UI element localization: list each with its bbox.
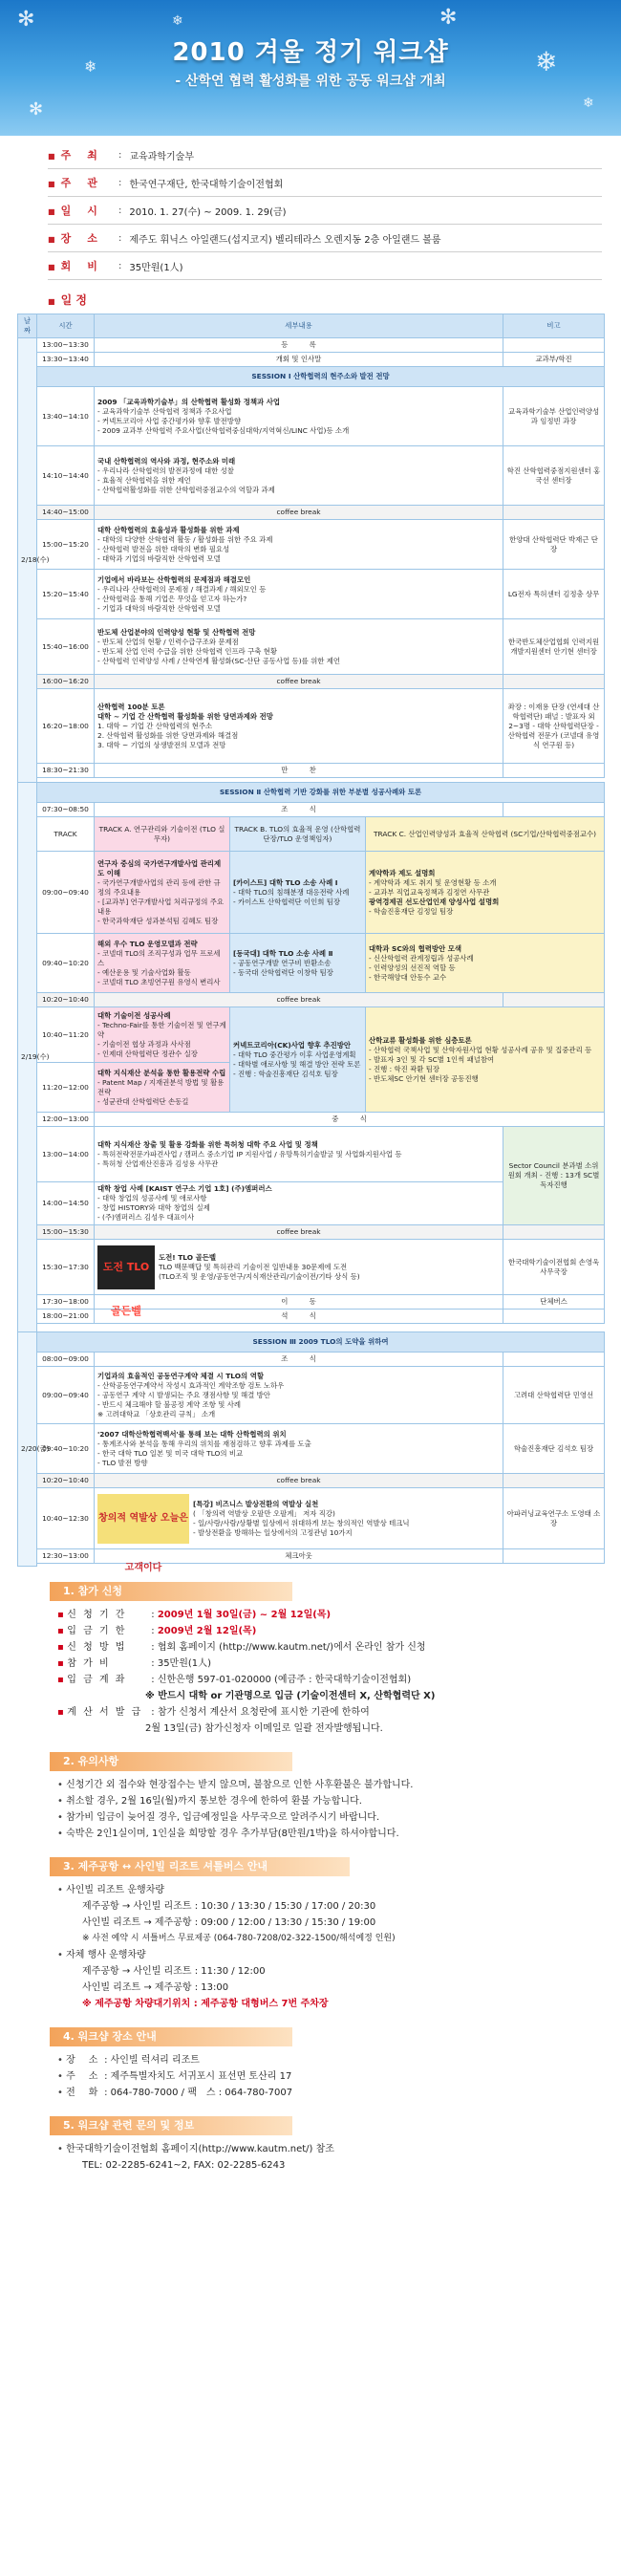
section-venue: • 장 소 : 사인빌 럭셔리 리조트 • 주 소 : 제주특별자치도 서귀포시 표선면 토산리 17 • 전 화 : 064-780-7000 / 팩 스 : 064-780-7007 (57, 2052, 602, 2101)
coffee-break: coffee break (95, 675, 503, 689)
info-key: ■ 일 시 (48, 203, 118, 218)
page-subtitle: - 산학연 협력 활성화를 위한 공동 워크샵 개최 (175, 74, 446, 89)
table-row: 15:00~15:20 대학 산학협력의 효율성과 활성화를 위한 과제 - 대학의 다양한 산학협력 활동 / 활성화를 위한 주요 과제 - 산학협력 발전을 위한 대학의 변화 필요성 - 대학과 기업의 바람직한 산학협력 모델 한양대 산학협력단 박재근 단장 (18, 520, 605, 570)
info-organizer: ■ 주 관 : 한국연구재단, 한국대학기술이전협회 (48, 169, 602, 197)
table-row: 13:30~13:40 개회 및 인사말 교과부/학진 (18, 353, 605, 367)
snowflake-icon: ✻ (29, 99, 44, 119)
session-header: SESSION Ⅲ 2009 TLO의 도약을 위하여 (37, 1332, 605, 1353)
snowflake-icon: ✻ (17, 8, 35, 32)
snowflake-icon: ❄ (84, 57, 97, 76)
coffee-break: coffee break (95, 506, 503, 520)
info-date: ■ 일 시 : 2010. 1. 27(수) ~ 2009. 1. 29(금) (48, 197, 602, 225)
golden-bell-banner: 도전 TLO 골든벨 (97, 1245, 155, 1289)
info-value: 교육과학기술부 (129, 151, 194, 162)
info-key: ■ 주 최 (48, 147, 118, 162)
section-shuttle: • 사인빌 리조트 운행차량 제주공항 → 사인빌 리조트 : 10:30 / 13:30 / 15:30 / 17:00 / 20:30 사인빌 리조트 → 제주공항 : 09:00 / 12:00 / 13:30 / 15:30 / 19:00 ※ 사전 예약 시 셔틀버스 무료제공 (064-780-7208/02-322-1500/해석예정 인원) • 자체 행사 운행차량 제주공항 → 사인빌 리조트 : 11:30 / 12:00 사인빌 리조트 → 제주공항 : 13:00 ※ 제주공항 차량대기위치 : 제주공항 대형버스 7번 주차장 (57, 1882, 602, 2012)
section-contact: • 한국대학기술이전협회 홈페이지(http://www.kautm.net/) 참조 TEL: 02-2285-6241~2, FAX: 02-2285-6243 (57, 2141, 602, 2193)
section-shuttle-heading: 3. 제주공항 ↔ 사인빌 리조트 셔틀버스 안내 (50, 1857, 350, 1876)
coffee-break: coffee break (95, 1225, 503, 1240)
session-header: SESSION Ⅱ 산학협력 기반 강화를 위한 부분별 성공사례와 토론 (37, 783, 605, 803)
column-header: 세부내용 (95, 314, 503, 338)
schedule-table: 날짜 시간 세부내용 비고 2/18(수) 13:00~13:30 등 록 13:30~13:40 개회 및 인사말 교과부/학진 SESSION Ⅰ 산학협력의 현주소와 발전 전망 13:40~14:10 2009 「교육과학기술부」의 산학협력 활성화 정책과 사업 - 교육과학기술부 산학협력 정책과 주요사업 - 커넥트코리아 사업 중간평가와 향후 발전방향 - 2009 교과부 산학협력 주요사업(산학협력중심대학/지역혁신/LINC 사업)등 소개 교육과학기술부 산업인력양성과 임정빈 과장 14:10~14:40 국내 산학협력의 역사와 과정, 현주소와 미래 - 우리나라 산학협력의 발전과정에 대한 성찰 - 효율적 산학협력을 위한 제언 - 산학협력활성화를 위한 산학협력중점교수의 역할과 과제 학진 산학협력중점지원센터 홍국선 센터장 14:40~15:00 coffee break 15:00~15:20 대학 산학협력의 효율성과 활성화를 위한 과제 - 대학의 다양한 산학협력 활동 / 활성화를 위한 주요 과제 - 산학협력 발전을 위한 대학의 변화 필요성 - 대학과 기업의 바람직한 산학협력 모델 한양대 산학협력단 박재근 단장 15:20~15:40 기업에서 바라보는 산학협력의 문제점과 해결모인 - 우리나라 산학협력의 문제점 / 해결과제 / 해외모인 등 - 산학협력을 통해 기업은 무엇을 얻고자 하는가? - 기업과 대학의 바람직한 산학협력 모델 LG전자 특허센터 김정충 상무 15:40~16:00 반도체 산업분야의 인력양성 현황 및 산학협력 전망 - 반도체 산업의 현황 / 인력수급구조와 문제점 - 반도체 산업 인력 수급을 위한 산학협력 인프라 구축 현황 - 산학협력 인력양성 사례 / 산학연계 활성화(SC-산단 공동사업 등)를 위한 제언 한국반도체산업협회 인력지원개발지원센터 안기현 센터장 16:00~16:20 coffee break 16:20~18:00 산학협력 100분 토론 대학 ~ 기업 간 산학협력 활성화를 위한 당면과제와 전망 1. 대학 ~ 기업 간 산학협력의 현주소 2. 산학협력 활성화를 위한 당면과제와 해결점 3. 대학 ~ 기업의 상생발전의 모델과 전망 좌장 : 이재용 단장 (연세대 산학협력단) 패널 : 발표자 외 2~3명 - 대학 산학협력단장 - 산학협력 전문가 (코넬대 유영식 연구원 등) 18:30~21:30 만 찬 2/19(수) SESSION Ⅱ 산학협력 기반 강화를 위한 부분별 성공사례와 토론 07:30~08:50 조 식 TRACK TRACK A. 연구관리와 기술이전 (TLO 실무자) TRACK B. TLO의 효율적 운영 (산학협력단장/TLO 운영책임자) TRACK C. 산업인력양성과 효율적 산학협력 (SC기업/산학협력중점교수) 09:00~09:40 연구자 중심의 국가연구개발사업 관리제도 이해 - 국가연구개발사업의 관리 등에 관한 규정의 주요내용 - [교과부] 연구개발사업 처리규정의 주요내용 - 한국과학재단 성과분석팀 김혜도 팀장 [카이스트] 대학 TLO 소송 사례 Ⅰ - 대학 TLO의 침해분쟁 대응전략 사례 - 카이스트 산학협력단 이인희 팀장 계약학과 제도 설명회 - 계약학과 제도 취지 및 운영현황 등 소개 - 교과부 직업교육정책과 김정연 사무관 광역경제권 선도산업인재 양성사업 설명회 - 학술진흥재단 김정일 팀장 09:40~10:20 해외 우수 TLO 운영모델과 전략 - 코넬대 TLO의 조직구성과 업무 프로세스 - 예산운용 및 기술사업화 활동 - 코넬대 TLO 초빙연구원 유영식 변리사 [동국대] 대학 TLO 소송 사례 Ⅱ - 공동연구개발 연구비 반환소송 - 동국대 산학협력단 이창학 팀장 대학과 SC와의 협력방안 모색 - 신산학협력 관계정립과 성공사례 - 인력양성의 선진적 역할 등 - 한국해양대 안동수 교수 10:20~10:40 coffee break 10:40~11:20 대학 기술이전 성공사례 - Techno-Fair를 통한 기술이전 및 연구계약 - 기술이전 협상 과정과 사사점 - 인제대 산학협력단 정관수 실장 커넥트코리아(CK)사업 향후 추진방안 - 대학 TLO 중간평가 이후 사업운영계획 - 대학별 애로사항 및 해결 방안 전략 토론 - 진행 : 학술진흥재단 김석호 팀장 산학교류 활성화를 위한 심층토론 - 산학협력 국책사업 및 산학자원사업 현황 성공사례 공유 및 집중관리 등 - 발표자 3인 및 각 SC별 1인씩 패널참여 - 진행 : 학진 곽환 팀장 - 반도체SC 안기현 센터장 공동진행 11:20~12:00 대학 지식재산 분석을 통한 활용전략 수립 - Patent Map / 지재권분석 방법 및 활용전략 - 성균관대 산학협력단 손동길 12:00~13:00 중 식 13:00~14:00 대학 지식재산 창출 및 활용 강화를 위한 특허청 대학 주요 사업 및 정책 - 특허전략전문가파견사업 / 캠퍼스 중소기업 IP 지원사업 / 유망특허기술발굴 및 사업화지원사업 등 - 특허청 산업재산진흥과 김성용 사무관 Sector Council 분과별 소위원회 개최 - 진행 : 13개 SC별 독자진행 14:00~14:50 대학 창업 사례 [KAIST 연구소 기업 1호] (주)엠퍼러스 - 대학 창업의 성공사례 및 애로사항 - 창업 HISTORY와 대학 창업의 실제 - (주)엠퍼러스 김성우 대표이사 15:00~15:30 coffee break 15:30~17:30 도전 TLO 골든벨 도전! TLO 골든벨 TLO 백문백답 및 특허관리 기술이전 일반내용 30문제에 도전 (TLO조직 및 운영/공동연구/지식재산관리/기술이전/기타 상식 등) 한국대학기술이전협회 손영욱 사무국장 17:30~18:00 이 동 단체버스 18:00~21:00 석 식 2/20(금) SESSION Ⅲ 2009 TLO의 도약을 위하여 08:00~09:00 조 식 09:00~09:40 기업과의 효율적인 공동연구계약 체결 시 TLO의 역할 - 산학공동연구계약서 작성시 효과적인 계약조항 검토 노하우 - 공동연구 계약 시 발생되는 주요 쟁점사항 및 해결 방안 - 반드시 체크해야 할 불공정 계약 조항 및 사례 ※ 고려대학교 「상호관리 규칙」 소개 고려대 산학협력단 민영선 09:40~10:20 '2007 대학산학협력백서'를 통해 보는 대학 산학협력의 위치 - 통계조사와 분석을 통해 우리의 위치를 재점검하고 향후 과제를 도출 - 한국 대학 TLO 일본 및 미국 대학 TLO의 비교 - TLO 발전 방향 학술진흥재단 김석호 팀장 10:20~10:40 coffee break 10:40~12:30 창의적 역발상 오늘은 고객이다 [특강] 비즈니스 발상전환의 역발상 실천 ( 「창의력 역발상 오팔만 오팔계」 저자 직강) - 일/사랑/사람/상황별 일상에서 위대하게 보는 창의적인 역발상 테크닉 - 발상전환을 방해하는 일상에서의 고정관념 10가지 아파러닝교육연구소 도영태 소장 12:30~13:00 체크아웃 (17, 314, 605, 1567)
table-row: 15:20~15:40 기업에서 바라보는 산학협력의 문제점과 해결모인 - 우리나라 산학협력의 문제점 / 해결과제 / 해외모인 등 - 산학협력을 통해 기업은 무엇을 얻고자 하는가? - 기업과 대학의 바람직한 산학협력 모델 LG전자 특허센터 김정충 상무 (18, 570, 605, 619)
coffee-break: coffee break (95, 993, 503, 1007)
snowflake-icon: ✻ (439, 6, 458, 30)
day-cell: 2/20(금) (18, 1332, 37, 1567)
info-value: 제주도 휘닉스 아일랜드(섭지코지) 벨리테라스 오렌지동 2층 아일랜드 볼룸 (129, 234, 441, 246)
info-venue: ■ 장 소 : 제주도 휘닉스 아일랜드(섭지코지) 벨리테라스 오렌지동 2층 아일랜드 볼룸 (48, 225, 602, 252)
page-title: 2010 겨울 정기 워크샵 (172, 38, 449, 67)
lecture-book-banner: 창의적 역발상 오늘은 고객이다 (97, 1494, 189, 1544)
schedule-heading: ■ 일 정 (48, 293, 87, 307)
column-header: 날짜 (18, 314, 37, 338)
snowflake-icon: ❄ (535, 46, 558, 77)
coffee-break: coffee break (95, 1474, 503, 1488)
info-fee: ■ 회 비 : 35만원(1人) (48, 252, 602, 280)
table-row: 16:20~18:00 산학협력 100분 토론 대학 ~ 기업 간 산학협력 활성화를 위한 당면과제와 전망 1. 대학 ~ 기업 간 산학협력의 현주소 2. 산학협력 활성화를 위한 당면과제와 해결점 3. 대학 ~ 기업의 상생발전의 모델과 전망 좌장 : 이재용 단장 (연세대 산학협력단) 패널 : 발표자 외 2~3명 - 대학 산학협력단장 - 산학협력 전문가 (코넬대 유영식 연구원 등) (18, 689, 605, 764)
table-row: 15:40~16:00 반도체 산업분야의 인력양성 현황 및 산학협력 전망 - 반도체 산업의 현황 / 인력수급구조와 문제점 - 반도체 산업 인력 수급을 위한 산학협력 인프라 구축 현황 - 산학협력 인력양성 사례 / 산학연계 활성화(SC-산단 공동사업 등)를 위한 제언 한국반도체산업협회 인력지원개발지원센터 안기현 센터장 (18, 619, 605, 675)
info-key: ■ 주 관 (48, 175, 118, 190)
table-row: 13:40~14:10 2009 「교육과학기술부」의 산학협력 활성화 정책과 사업 - 교육과학기술부 산학협력 정책과 주요사업 - 커넥트코리아 사업 중간평가와 향후 발전방향 - 2009 교과부 산학협력 주요사업(산학협력중심대학/지역혁신/LINC 사업)등 소개 교육과학기술부 산업인력양성과 임정빈 과장 (18, 387, 605, 446)
table-row: 2/18(수) 13:00~13:30 등 록 (18, 338, 605, 353)
track-a-header: TRACK A. 연구관리와 기술이전 (TLO 실무자) (95, 817, 230, 852)
info-key: ■ 장 소 (48, 230, 118, 246)
info-value: 한국연구재단, 한국대학기술이전협회 (129, 179, 284, 190)
session-header: SESSION Ⅰ 산학협력의 현주소와 발전 전망 (37, 367, 605, 387)
day-cell: 2/18(수) (18, 338, 37, 783)
header-banner (0, 0, 621, 136)
section-contact-heading: 5. 워크샵 관련 문의 및 정보 (50, 2116, 292, 2135)
event-info (0, 136, 621, 280)
info-key: ■ 회 비 (48, 258, 118, 273)
info-value: 35만원(1人) (129, 262, 183, 273)
table-row: 14:10~14:40 국내 산학협력의 역사와 과정, 현주소와 미래 - 우리나라 산학협력의 발전과정에 대한 성찰 - 효율적 산학협력을 위한 제언 - 산학협력활성화를 위한 산학협력중점교수의 역할과 과제 학진 산학협력중점지원센터 홍국선 센터장 (18, 446, 605, 506)
table-header-row (18, 314, 605, 338)
section-registration-heading: 1. 참가 신청 (50, 1582, 292, 1601)
section-notes: • 신청기간 외 접수와 현장접수는 받지 않으며, 불참으로 인한 사후환불은 불가합니다. • 취소할 경우, 2월 16일(월)까지 통보한 경우에 한하여 환불 가능합니다. • 참가비 입금이 늦어질 경우, 입금예정일을 사무국으로 알려주시기 바랍니다. • 숙박은 2인1실이며, 1인실을 희망할 경우 추가부담(8만원/1박)을 하셔야합니다. (57, 1777, 602, 1842)
section-notes-heading: 2. 유의사항 (50, 1752, 292, 1771)
track-b-header: TRACK B. TLO의 효율적 운영 (산학협력단장/TLO 운영책임자) (230, 817, 366, 852)
day-cell: 2/19(수) (18, 783, 37, 1332)
section-venue-heading: 4. 워크샵 장소 안내 (50, 2027, 292, 2046)
column-header: 비고 (503, 314, 605, 338)
section-registration: ▪ 신 청 기 간 : 2009년 1월 30일(금) ~ 2월 12일(목) ▪ 입 금 기 한 : 2009년 2월 12일(목) ▪ 신 청 방 법 : 협회 홈페이지 (http://www.kautm.net/)에서 온라인 참가 신청 ▪ 참 가 비 : 35만원(1人) ▪ 입 금 계 좌 : 신한은행 597-01-020000 (예금주 : 한국대학기술이전협회) ※ 반드시 대학 or 기관명으로 입금 (기술이전센터 X, 산학협력단 X) ▪ 계 산 서 발 급 : 참가 신청서 계산서 요청란에 표시한 기관에 한하여 2월 13일(금) 참가신청자 이메일로 일괄 전자발행됩니다. (57, 1609, 436, 1734)
info-host: ■ 주 최 : 교육과학기술부 (48, 141, 602, 169)
snowflake-icon: ❄ (583, 96, 594, 111)
track-c-header: TRACK C. 산업인력양성과 효율적 산학협력 (SC기업/산학협력중점교수) (366, 817, 605, 852)
info-value: 2010. 1. 27(수) ~ 2009. 1. 29(금) (129, 206, 287, 218)
column-header: 시간 (37, 314, 95, 338)
snowflake-icon: ❄ (172, 13, 183, 29)
